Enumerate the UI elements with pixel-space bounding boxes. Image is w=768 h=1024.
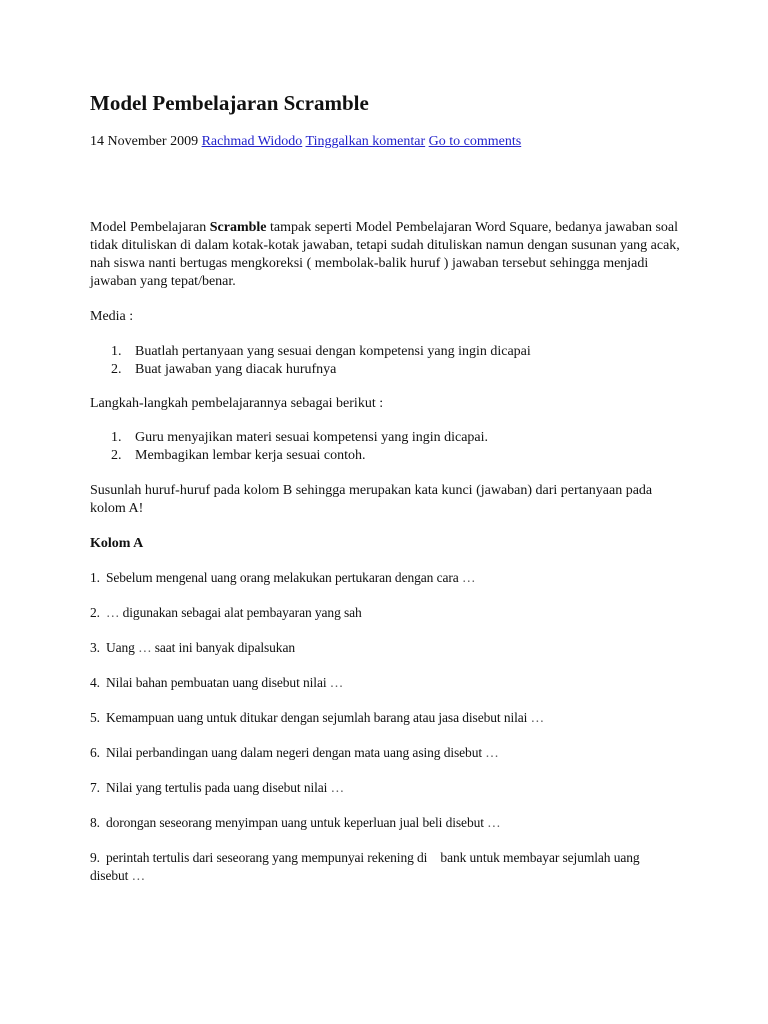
blank-ellipsis: … xyxy=(487,815,501,830)
intro-paragraph xyxy=(90,219,680,291)
instruction-paragraph: Susunlah huruf-huruf pada kolom B sehingga merupakan kata kunci (jawaban) dari pertanyaan pada kolom A! xyxy=(90,483,653,516)
question-item xyxy=(90,709,680,727)
question-number: 5. xyxy=(90,710,100,725)
question-text: Nilai yang tertulis pada uang disebut nilai xyxy=(105,780,331,795)
question-item xyxy=(90,674,680,692)
blank-ellipsis: … xyxy=(131,868,145,883)
question-text: digunakan sebagai alat pembayaran yang sah xyxy=(119,605,362,620)
question-item xyxy=(90,744,680,762)
question-item xyxy=(90,849,680,885)
post-meta xyxy=(90,133,521,151)
blank-ellipsis: … xyxy=(485,745,499,760)
question-number: 3. xyxy=(90,640,100,655)
intro-bold-word: Scramble xyxy=(209,220,267,235)
blank-ellipsis: … xyxy=(105,605,120,620)
list-text: Membagikan lembar kerja sesuai contoh. xyxy=(135,448,366,463)
media-list xyxy=(90,343,531,379)
question-item xyxy=(90,569,680,587)
question-number: 6. xyxy=(90,745,100,760)
question-text: Sebelum mengenal uang orang melakukan pertukaran dengan cara xyxy=(105,570,462,585)
post-date: 14 November 2009 xyxy=(90,134,199,149)
question-item xyxy=(90,639,680,657)
kolom-a-heading: Kolom A xyxy=(90,536,144,551)
author-link[interactable]: Rachmad Widodo xyxy=(201,134,303,149)
list-text: Buat jawaban yang diacak hurufnya xyxy=(135,362,337,377)
question-text: Nilai bahan pembuatan uang disebut nilai xyxy=(105,675,330,690)
steps-list xyxy=(90,429,488,465)
blank-ellipsis: … xyxy=(138,640,152,655)
list-text: Guru menyajikan materi sesuai kompetensi yang ingin dicapai. xyxy=(135,430,489,445)
go-to-comments-link[interactable]: Go to comments xyxy=(428,134,522,149)
blank-ellipsis: … xyxy=(330,780,345,795)
steps-heading: Langkah-langkah pembelajarannya sebagai berikut : xyxy=(90,396,384,411)
question-text: Nilai perbandingan uang dalam negeri dengan mata uang asing disebut xyxy=(105,745,486,760)
intro-rest: tampak seperti Model Pembelajaran Word Square, bedanya jawaban soal tidak dituliskan di dalam kotak-kotak jawaban, tetapi sudah dituliskan namun dengan susunan yang acak, nah siswa nanti bertugas mengkoreksi ( membolak-balik huruf ) jawaban tersebut sehingga menjadi jawaban yang tepat/benar. xyxy=(90,220,680,289)
steps-list-item xyxy=(90,447,488,465)
blank-ellipsis: … xyxy=(461,570,476,585)
question-number: 2. xyxy=(90,605,100,620)
intro-prefix: Model Pembelajaran xyxy=(90,220,210,235)
blank-ellipsis: … xyxy=(329,675,344,690)
question-item xyxy=(90,779,680,797)
question-text: dorongan seseorang menyimpan uang untuk keperluan jual beli disebut xyxy=(105,815,488,830)
question-item xyxy=(90,814,680,832)
media-list-item xyxy=(90,343,531,361)
list-number: 2. xyxy=(111,448,122,463)
question-number: 9. xyxy=(90,850,100,865)
steps-list-item xyxy=(90,429,488,447)
question-number: 8. xyxy=(90,815,100,830)
media-heading: Media : xyxy=(90,309,134,324)
post-title: Model Pembelajaran Scramble xyxy=(90,91,369,115)
leave-comment-link[interactable]: Tinggalkan komentar xyxy=(305,134,426,149)
list-number: 1. xyxy=(111,430,122,445)
question-number: 1. xyxy=(90,570,100,585)
question-text: Kemampuan uang untuk ditukar dengan sejumlah barang atau jasa disebut nilai xyxy=(105,710,531,725)
question-text: Uang xyxy=(105,640,139,655)
blank-ellipsis: … xyxy=(530,710,544,725)
media-list-item xyxy=(90,361,531,379)
question-number: 7. xyxy=(90,780,100,795)
list-number: 1. xyxy=(111,344,122,359)
question-text-after: saat ini banyak dipalsukan xyxy=(151,640,295,655)
question-text: perintah tertulis dari seseorang yang mempunyai rekening di bank untuk membayar sejumlah uang disebut xyxy=(90,850,643,883)
list-number: 2. xyxy=(111,362,122,377)
question-item xyxy=(90,604,680,622)
question-number: 4. xyxy=(90,675,100,690)
list-text: Buatlah pertanyaan yang sesuai dengan kompetensi yang ingin dicapai xyxy=(135,344,531,359)
